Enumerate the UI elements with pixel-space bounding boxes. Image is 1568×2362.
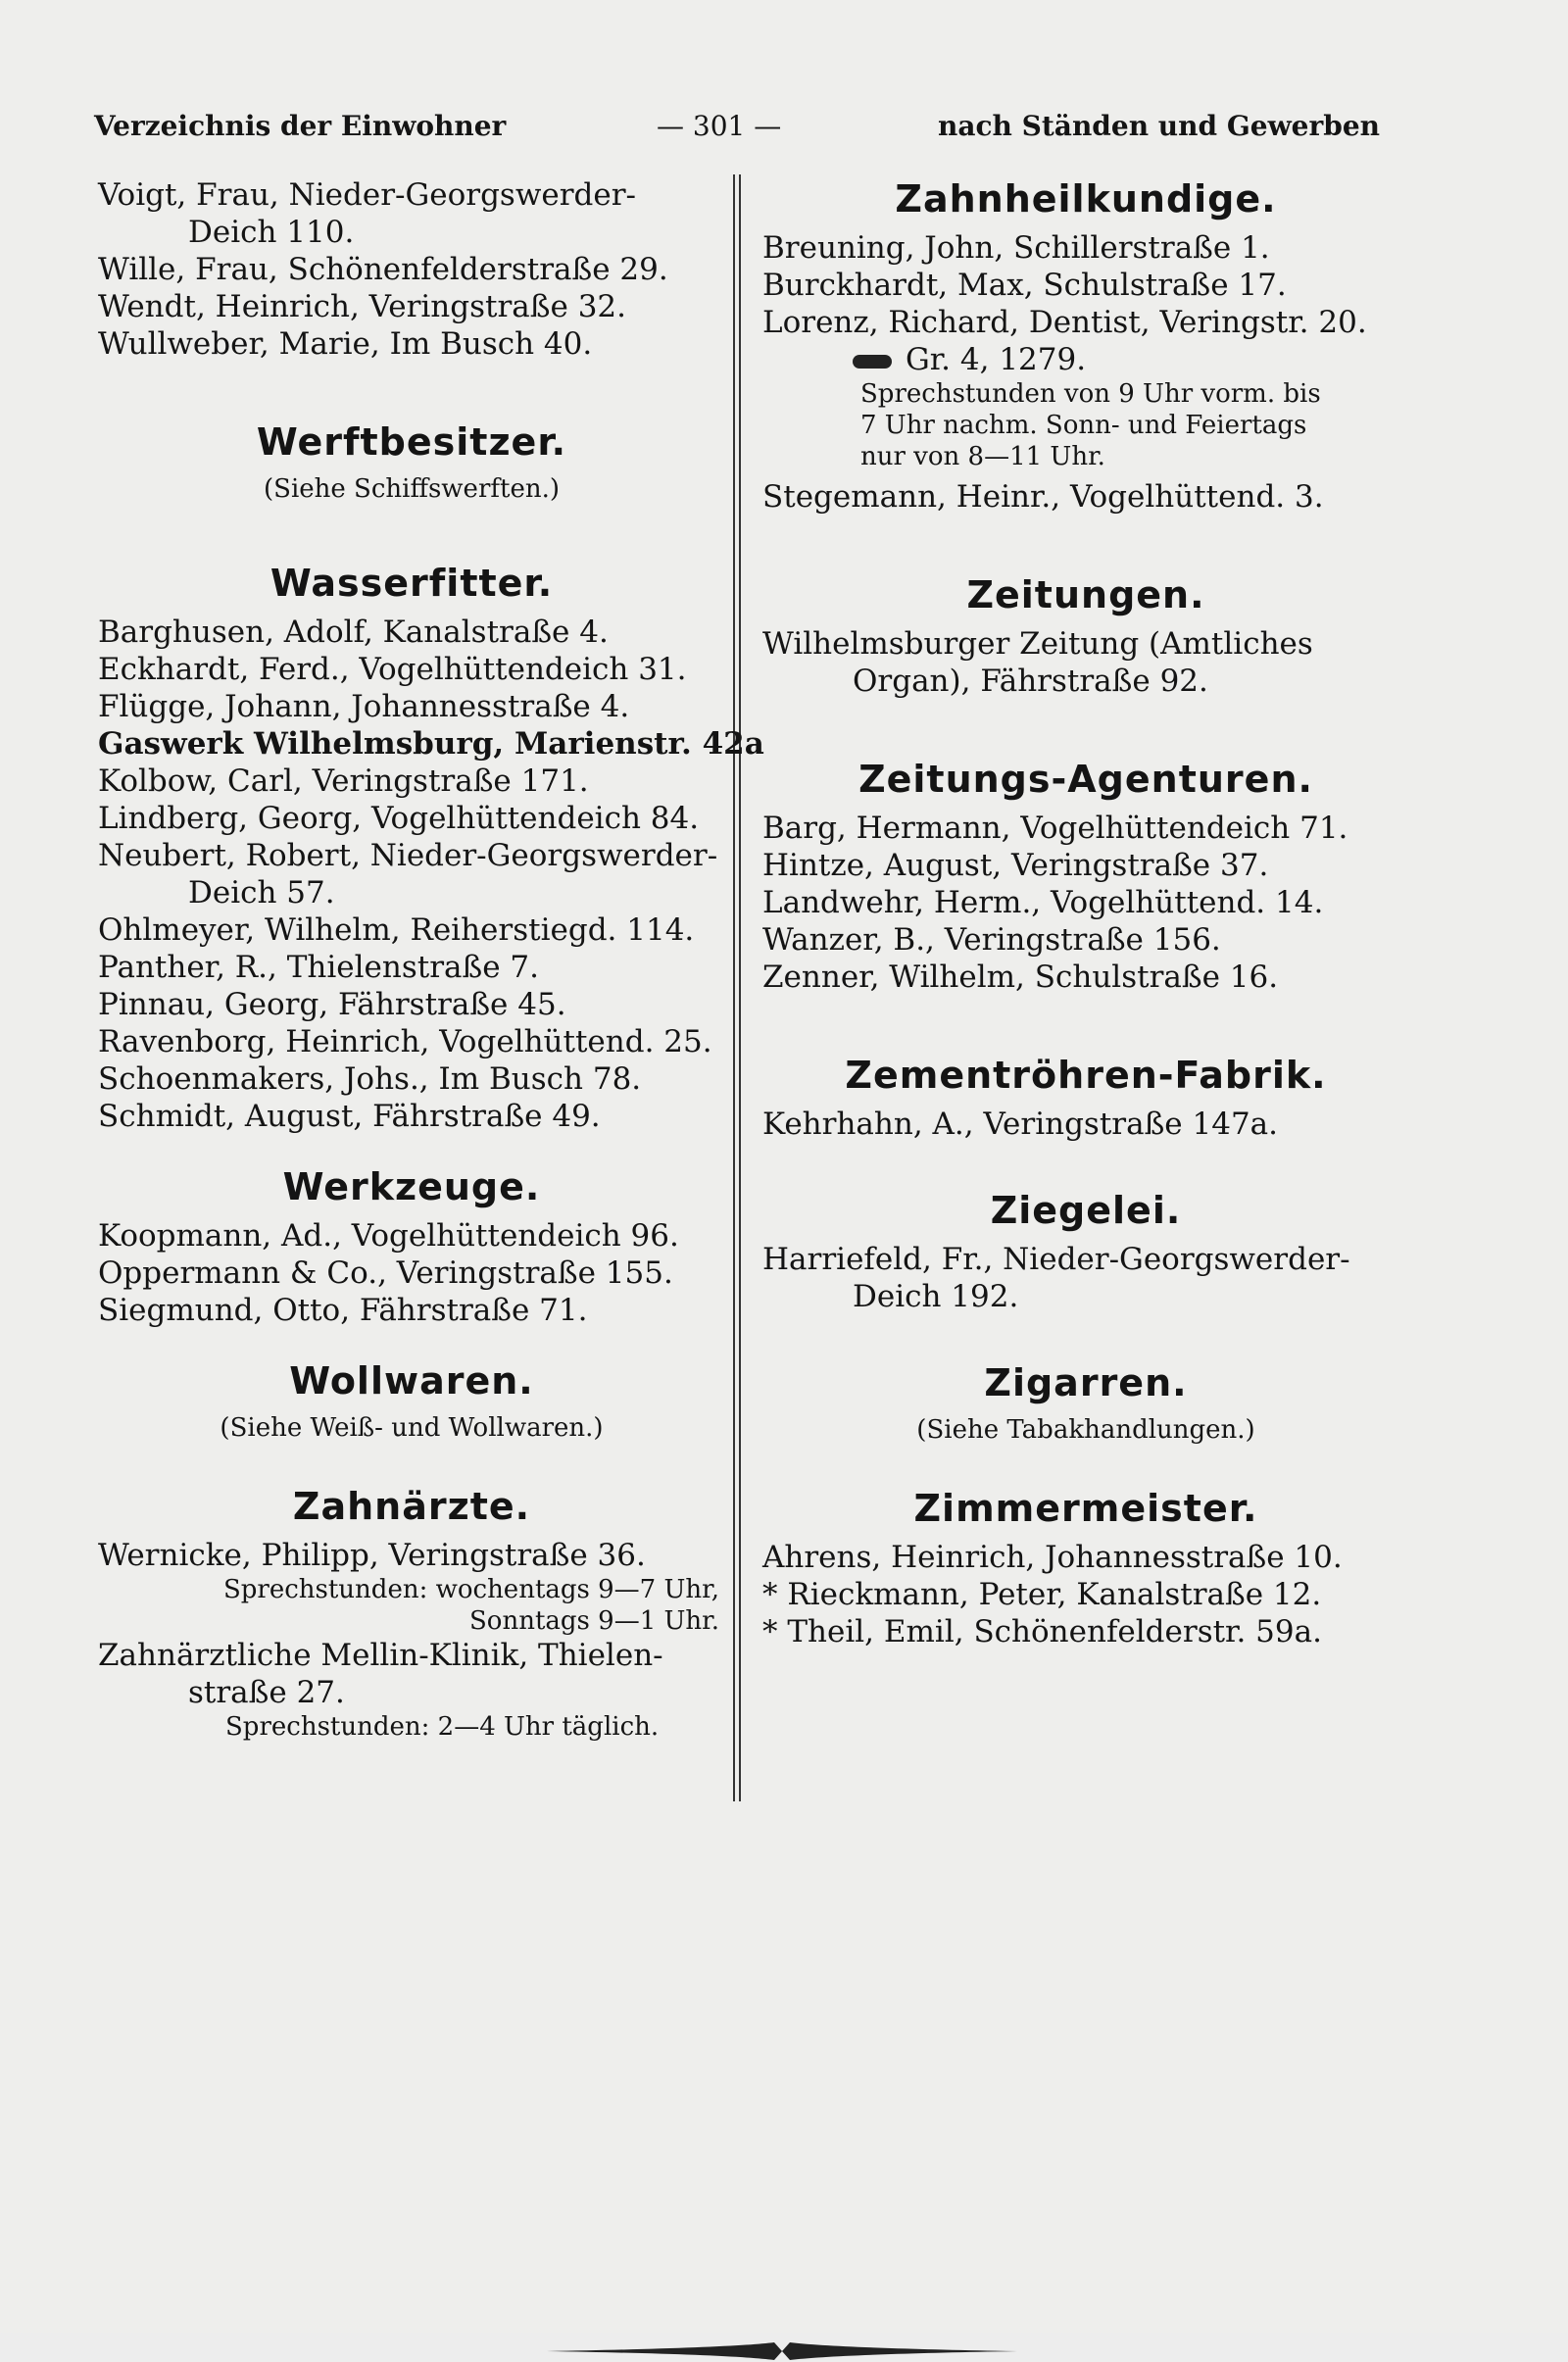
right-column <box>762 176 1409 1650</box>
section-heading: Zahnärzte. <box>292 1485 531 1528</box>
list-item: Harriefeld, Fr., Nieder-Georgswerder- <box>762 1242 1350 1277</box>
cross-reference-note: (Siehe Tabakhandlungen.) <box>916 1415 1255 1445</box>
list-item: Voigt, Frau, Nieder-Georgswerder- <box>98 177 637 213</box>
section-werftbesitzer <box>98 419 725 506</box>
phone-line <box>762 341 1409 378</box>
telephone-icon <box>853 355 892 369</box>
section-heading: Zeitungen. <box>966 573 1205 616</box>
office-hours: Sprechstunden: wochentags 9—7 Uhr, <box>222 1575 719 1604</box>
section-zeitungs-agenturen <box>762 757 1409 996</box>
section-zahnaerzte <box>98 1484 725 1743</box>
column-divider-line <box>739 174 741 1801</box>
list-item-continuation: Deich 57. <box>188 875 335 910</box>
section-heading: Ziegelei. <box>990 1189 1182 1232</box>
list-item: Landwehr, Herm., Vogelhüttend. 14. <box>762 885 1324 920</box>
list-item: Gaswerk Wilhelmsburg, Marienstr. 42a <box>98 726 764 762</box>
list-item: Lorenz, Richard, Dentist, Veringstr. 20. <box>762 305 1367 340</box>
list-item: Wanzer, B., Veringstraße 156. <box>762 922 1221 958</box>
section-heading: Werkzeuge. <box>282 1165 541 1208</box>
section-zeitungen <box>762 572 1409 700</box>
list-item: Ravenborg, Heinrich, Vogelhüttend. 25. <box>98 1024 712 1059</box>
closing-ornament <box>547 2340 1017 2362</box>
section-werkzeuge <box>98 1164 725 1329</box>
list-item: Wille, Frau, Schönenfelderstraße 29. <box>98 252 668 287</box>
office-hours: 7 Uhr nachm. Sonn- und Feiertags <box>860 411 1307 440</box>
list-item: Wullweber, Marie, Im Busch 40. <box>98 326 593 362</box>
list-item: Wilhelmsburger Zeitung (Amtliches <box>762 626 1313 662</box>
section-heading: Wollwaren. <box>289 1359 534 1402</box>
list-item: Koopmann, Ad., Vogelhüttendeich 96. <box>98 1218 679 1254</box>
list-item-continuation: straße 27. <box>188 1675 345 1710</box>
section-zahnheilkundige <box>762 176 1409 516</box>
list-item: Stegemann, Heinr., Vogelhüttend. 3. <box>762 479 1324 515</box>
section-heading: Wasserfitter. <box>270 562 554 605</box>
list-item: Pinnau, Georg, Fährstraße 45. <box>98 987 566 1022</box>
list-item: Schoenmakers, Johs., Im Busch 78. <box>98 1061 642 1097</box>
section-heading: Zahnheilkundige. <box>895 177 1277 221</box>
cross-reference-note: (Siehe Schiffswerften.) <box>264 474 560 504</box>
list-item: Ohlmeyer, Wilhelm, Reiherstiegd. 114. <box>98 912 695 948</box>
list-item: Barghusen, Adolf, Kanalstraße 4. <box>98 615 609 650</box>
section-heading: Zementröhren-Fabrik. <box>845 1054 1327 1097</box>
running-header <box>94 110 1380 153</box>
list-item-continuation: Deich 110. <box>188 215 355 250</box>
list-item: Hintze, August, Veringstraße 37. <box>762 848 1269 883</box>
section-wasserfitter <box>98 561 764 1135</box>
section-heading: Zimmermeister. <box>913 1487 1258 1530</box>
list-item: Burckhardt, Max, Schulstraße 17. <box>762 268 1287 303</box>
section-zigarren <box>762 1360 1409 1447</box>
cross-reference-note: (Siehe Weiß- und Wollwaren.) <box>220 1413 604 1443</box>
list-item-continuation: Organ), Fährstraße 92. <box>853 664 1208 699</box>
section-heading: Werftbesitzer. <box>256 420 567 464</box>
list-item: Schmidt, August, Fährstraße 49. <box>98 1099 601 1134</box>
page-number: — 301 — <box>657 110 782 142</box>
list-item: Breuning, John, Schillerstraße 1. <box>762 230 1270 266</box>
list-item: Flügge, Johann, Johannesstraße 4. <box>98 689 630 724</box>
list-item: Zenner, Wilhelm, Schulstraße 16. <box>762 960 1279 995</box>
phone-number: Gr. 4, 1279. <box>906 342 1087 377</box>
section-zimmermeister <box>762 1486 1409 1650</box>
column-divider-line <box>733 174 735 1801</box>
list-item: Kehrhahn, A., Veringstraße 147a. <box>762 1107 1279 1142</box>
office-hours: Sprechstunden: 2—4 Uhr täglich. <box>225 1712 660 1742</box>
list-item: Panther, R., Thielenstraße 7. <box>98 950 539 985</box>
left-column <box>98 176 764 1743</box>
list-item: Lindberg, Georg, Vogelhüttendeich 84. <box>98 801 700 836</box>
section-heading: Zeitungs-Agenturen. <box>858 758 1313 801</box>
list-item: Zahnärztliche Mellin-Klinik, Thielen- <box>98 1638 663 1673</box>
list-item: Oppermann & Co., Veringstraße 155. <box>98 1255 673 1291</box>
header-right-title: nach Ständen und Gewerben <box>938 110 1380 142</box>
section-wollwaren <box>98 1358 725 1445</box>
list-item: Ahrens, Heinrich, Johannesstraße 10. <box>762 1540 1343 1575</box>
list-item: Neubert, Robert, Nieder-Georgswerder- <box>98 838 718 873</box>
section-ziegelei <box>762 1188 1409 1315</box>
office-hours: Sprechstunden von 9 Uhr vorm. bis <box>860 379 1321 409</box>
list-item: Siegmund, Otto, Fährstraße 71. <box>98 1293 588 1328</box>
list-item-continuation: Deich 192. <box>853 1279 1019 1314</box>
list-item: * Rieckmann, Peter, Kanalstraße 12. <box>762 1577 1322 1612</box>
section-heading: Zigarren. <box>984 1361 1188 1404</box>
list-item: Kolbow, Carl, Veringstraße 171. <box>98 763 589 799</box>
office-hours: Sonntags 9—1 Uhr. <box>469 1606 719 1636</box>
list-item: Barg, Hermann, Vogelhüttendeich 71. <box>762 811 1348 846</box>
section-zementroehren-fabrik <box>762 1053 1409 1143</box>
list-item: Eckhardt, Ferd., Vogelhüttendeich 31. <box>98 652 687 687</box>
list-item: * Theil, Emil, Schönenfelderstr. 59a. <box>762 1614 1322 1649</box>
list-item: Wendt, Heinrich, Veringstraße 32. <box>98 289 626 324</box>
continued-entries <box>98 176 725 363</box>
office-hours: nur von 8—11 Uhr. <box>860 442 1105 471</box>
list-item: Wernicke, Philipp, Veringstraße 36. <box>98 1538 646 1573</box>
header-left-title: Verzeichnis der Einwohner <box>94 110 507 142</box>
